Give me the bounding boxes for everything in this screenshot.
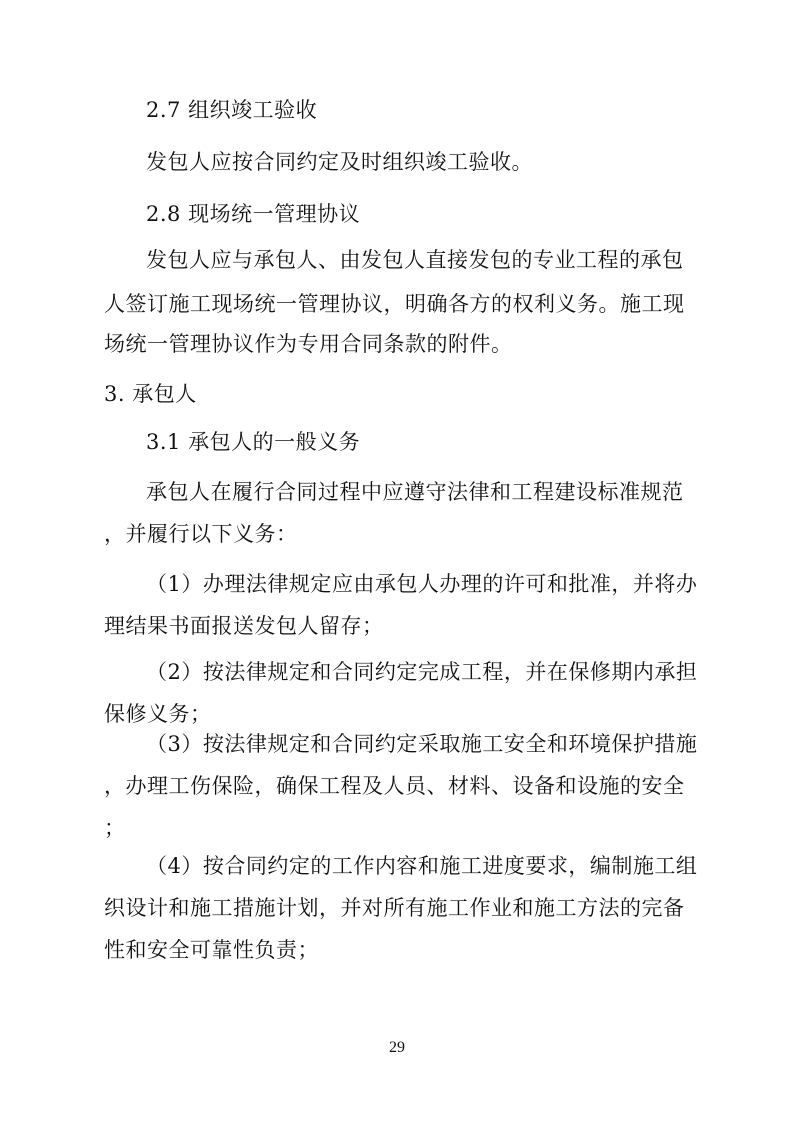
list-item-3-line: ；: [104, 816, 126, 840]
heading-3-1: 3.1 承包人的一般义务: [146, 430, 361, 454]
list-item-4-line: （4）按合同约定的工作内容和施工进度要求，编制施工组: [146, 854, 698, 878]
heading-2-7: 2.7 组织竣工验收: [146, 98, 318, 122]
paragraph-line: 发包人应与承包人、由发包人直接发包的专业工程的承包: [146, 248, 684, 272]
page-number: 29: [389, 1039, 405, 1056]
paragraph-line: ，并履行以下义务：: [104, 522, 298, 546]
list-item-1-line: 理结果书面报送发包人留存；: [104, 614, 384, 638]
list-item-3-line: ，办理工伤保险，确保工程及人员、材料、设备和设施的安全: [104, 774, 685, 798]
paragraph-line: 发包人应按合同约定及时组织竣工验收。: [146, 150, 533, 174]
paragraph-line: 承包人在履行合同过程中应遵守法律和工程建设标准规范: [146, 480, 684, 504]
paragraph-line: 人签订施工现场统一管理协议，明确各方的权利义务。施工现: [104, 292, 685, 316]
list-item-3-line: （3）按法律规定和合同约定采取施工安全和环境保护措施: [146, 732, 698, 756]
heading-3: 3. 承包人: [104, 382, 197, 406]
list-item-4-line: 织设计和施工措施计划，并对所有施工作业和施工方法的完备: [104, 896, 685, 920]
list-item-2-line: （2）按法律规定和合同约定完成工程，并在保修期内承担: [146, 660, 698, 684]
list-item-4-line: 性和安全可靠性负责；: [104, 938, 319, 962]
paragraph-line: 场统一管理协议作为专用合同条款的附件。: [104, 332, 513, 356]
list-item-1-line: （1）办理法律规定应由承包人办理的许可和批准，并将办: [146, 572, 698, 596]
list-item-2-line: 保修义务；: [104, 702, 212, 726]
heading-2-8: 2.8 现场统一管理协议: [146, 202, 361, 226]
